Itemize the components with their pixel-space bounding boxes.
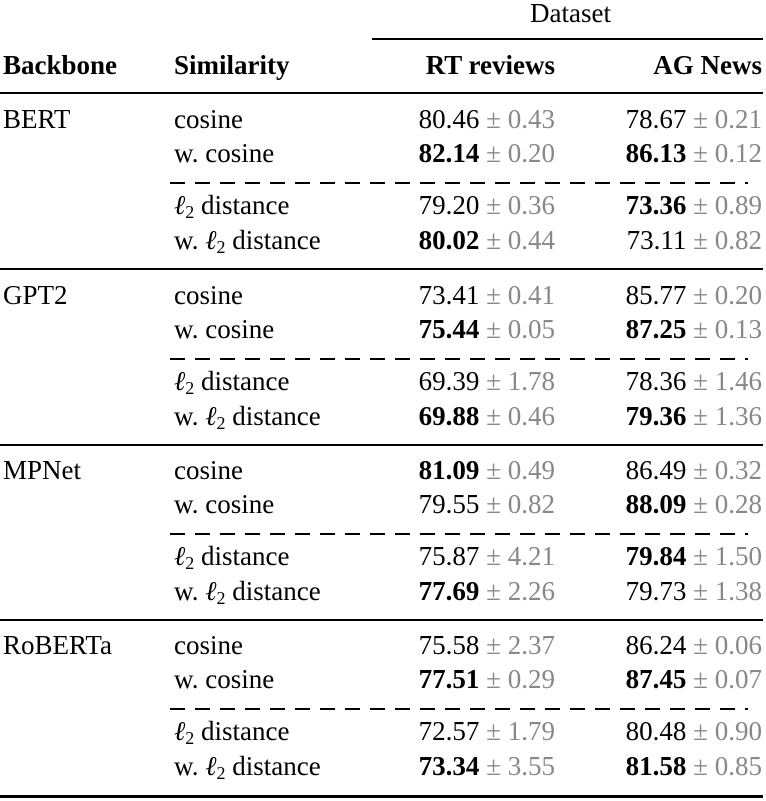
std-value: 0.13	[714, 314, 762, 344]
rt-reviews-cell	[419, 314, 555, 344]
plus-minus-symbol: ±	[693, 541, 708, 571]
dashed-separator	[170, 358, 748, 360]
rt-reviews-cell	[419, 630, 555, 660]
mean-value: 80.48	[625, 716, 687, 746]
rt-reviews-cell	[419, 716, 555, 746]
backbone-label: GPT2	[3, 280, 68, 310]
plus-minus-symbol: ±	[693, 225, 708, 255]
similarity-label: w. ℓ$_2$ distance	[174, 401, 321, 433]
std-value: 0.32	[714, 455, 762, 485]
std-value: 0.20	[507, 138, 555, 168]
std-value: 2.26	[507, 576, 555, 606]
plus-minus-symbol: ±	[486, 401, 501, 431]
subscript-2: 2	[216, 588, 226, 608]
backbone-label: BERT	[3, 104, 71, 134]
plus-minus-symbol: ±	[693, 190, 708, 220]
std-value: 0.90	[714, 716, 762, 746]
mean-value: 82.14	[418, 138, 480, 168]
subscript-2: 2	[185, 553, 195, 573]
col-header-similarity: Similarity	[174, 50, 290, 80]
ag-news-cell	[626, 664, 762, 694]
std-value: 1.50	[714, 541, 762, 571]
similarity-label: cosine	[174, 455, 243, 485]
std-value: 4.21	[507, 541, 555, 571]
rt-reviews-cell	[419, 401, 555, 431]
ag-news-cell	[627, 225, 762, 255]
plus-minus-symbol: ±	[693, 664, 708, 694]
subscript-2: 2	[185, 378, 195, 398]
group-separator-rule	[0, 444, 763, 446]
plus-minus-symbol: ±	[693, 630, 708, 660]
ag-news-cell	[626, 401, 762, 431]
subscript-2: 2	[216, 237, 226, 257]
similarity-label: w. cosine	[174, 314, 275, 344]
rt-reviews-cell	[419, 366, 555, 396]
plus-minus-symbol: ±	[693, 314, 708, 344]
ag-news-cell	[626, 190, 762, 220]
mean-value: 72.57	[418, 716, 480, 746]
similarity-label: ℓ$_2$ distance	[174, 541, 290, 573]
mean-value: 88.09	[625, 489, 687, 519]
group-separator-rule	[0, 268, 763, 270]
header-rule	[0, 92, 763, 94]
std-value: 0.29	[507, 664, 555, 694]
similarity-label: ℓ$_2$ distance	[174, 190, 290, 222]
dataset-group-rule	[372, 38, 763, 40]
rt-reviews-cell	[419, 190, 555, 220]
ag-news-cell	[626, 751, 762, 781]
plus-minus-symbol: ±	[486, 190, 501, 220]
mean-value: 73.11	[626, 225, 687, 255]
ell-symbol: ℓ	[174, 541, 186, 571]
mean-value: 87.45	[625, 664, 687, 694]
rt-reviews-cell	[419, 104, 555, 134]
std-value: 0.43	[507, 104, 555, 134]
similarity-label: w. cosine	[174, 489, 275, 519]
std-value: 2.37	[507, 630, 555, 660]
plus-minus-symbol: ±	[693, 751, 708, 781]
plus-minus-symbol: ±	[486, 576, 501, 606]
similarity-label: cosine	[174, 104, 243, 134]
similarity-label: w. ℓ$_2$ distance	[174, 225, 321, 257]
rt-reviews-cell	[419, 280, 555, 310]
rt-reviews-cell	[419, 664, 555, 694]
std-value: 1.36	[714, 401, 762, 431]
std-value: 0.46	[507, 401, 555, 431]
mean-value: 73.34	[418, 751, 480, 781]
ell-symbol: ℓ	[205, 576, 217, 606]
plus-minus-symbol: ±	[486, 280, 501, 310]
plus-minus-symbol: ±	[486, 664, 501, 694]
backbone-label: RoBERTa	[3, 630, 112, 660]
mean-value: 86.24	[625, 630, 687, 660]
mean-value: 87.25	[625, 314, 687, 344]
plus-minus-symbol: ±	[486, 541, 501, 571]
std-value: 0.82	[507, 489, 555, 519]
ag-news-cell	[626, 280, 762, 310]
backbone-label: MPNet	[3, 455, 82, 485]
plus-minus-symbol: ±	[486, 716, 501, 746]
plus-minus-symbol: ±	[693, 455, 708, 485]
rt-reviews-cell	[419, 576, 555, 606]
mean-value: 73.41	[418, 280, 480, 310]
mean-value: 80.02	[418, 225, 480, 255]
similarity-label: w. cosine	[174, 138, 275, 168]
similarity-label: w. ℓ$_2$ distance	[174, 751, 321, 783]
similarity-label: cosine	[174, 630, 243, 660]
col-header-backbone: Backbone	[3, 50, 118, 80]
similarity-label: ℓ$_2$ distance	[174, 716, 290, 748]
rt-reviews-cell	[419, 541, 555, 571]
ell-symbol: ℓ	[174, 366, 186, 396]
plus-minus-symbol: ±	[486, 104, 501, 134]
plus-minus-symbol: ±	[486, 366, 501, 396]
dashed-separator	[170, 708, 748, 710]
mean-value: 79.55	[418, 489, 480, 519]
ag-news-cell	[626, 138, 762, 168]
std-value: 1.38	[714, 576, 762, 606]
rt-reviews-cell	[419, 225, 555, 255]
std-value: 0.28	[714, 489, 762, 519]
plus-minus-symbol: ±	[693, 138, 708, 168]
ag-news-cell	[626, 104, 762, 134]
mean-value: 78.36	[625, 366, 687, 396]
ag-news-cell	[626, 576, 762, 606]
similarity-label: ℓ$_2$ distance	[174, 366, 290, 398]
std-value: 0.82	[714, 225, 762, 255]
subscript-2: 2	[216, 763, 226, 783]
std-value: 0.12	[714, 138, 762, 168]
mean-value: 77.51	[418, 664, 480, 694]
mean-value: 79.84	[625, 541, 687, 571]
bottom-rule	[0, 795, 763, 798]
subscript-2: 2	[185, 202, 195, 222]
plus-minus-symbol: ±	[486, 314, 501, 344]
rt-reviews-cell	[419, 138, 555, 168]
rt-reviews-cell	[419, 751, 555, 781]
subscript-2: 2	[216, 413, 226, 433]
ag-news-cell	[626, 366, 762, 396]
plus-minus-symbol: ±	[693, 401, 708, 431]
plus-minus-symbol: ±	[486, 751, 501, 781]
ag-news-cell	[626, 630, 762, 660]
std-value: 0.36	[507, 190, 555, 220]
similarity-label: w. ℓ$_2$ distance	[174, 576, 321, 608]
mean-value: 86.49	[625, 455, 687, 485]
ell-symbol: ℓ	[205, 401, 217, 431]
mean-value: 80.46	[418, 104, 480, 134]
col-header-rt-reviews: RT reviews	[425, 50, 555, 80]
std-value: 0.49	[507, 455, 555, 485]
std-value: 1.78	[507, 366, 555, 396]
mean-value: 69.88	[418, 401, 480, 431]
group-separator-rule	[0, 619, 763, 621]
mean-value: 77.69	[418, 576, 480, 606]
mean-value: 79.73	[625, 576, 687, 606]
std-value: 0.21	[714, 104, 762, 134]
std-value: 3.55	[507, 751, 555, 781]
std-value: 0.44	[507, 225, 555, 255]
std-value: 0.06	[714, 630, 762, 660]
std-value: 0.05	[507, 314, 555, 344]
dashed-separator	[170, 533, 748, 535]
mean-value: 85.77	[625, 280, 687, 310]
ell-symbol: ℓ	[205, 751, 217, 781]
rt-reviews-cell	[419, 455, 555, 485]
similarity-label: cosine	[174, 280, 243, 310]
ag-news-cell	[626, 455, 762, 485]
mean-value: 69.39	[418, 366, 480, 396]
plus-minus-symbol: ±	[486, 455, 501, 485]
plus-minus-symbol: ±	[693, 104, 708, 134]
dashed-separator	[170, 182, 748, 184]
std-value: 0.20	[714, 280, 762, 310]
ell-symbol: ℓ	[174, 190, 186, 220]
mean-value: 75.44	[418, 314, 480, 344]
dataset-group-header: Dataset	[530, 0, 611, 28]
std-value: 0.41	[507, 280, 555, 310]
plus-minus-symbol: ±	[693, 366, 708, 396]
ag-news-cell	[626, 489, 762, 519]
mean-value: 86.13	[625, 138, 687, 168]
ell-symbol: ℓ	[174, 716, 186, 746]
plus-minus-symbol: ±	[693, 280, 708, 310]
plus-minus-symbol: ±	[693, 489, 708, 519]
mean-value: 75.58	[418, 630, 480, 660]
plus-minus-symbol: ±	[486, 138, 501, 168]
mean-value: 81.58	[625, 751, 687, 781]
std-value: 0.85	[714, 751, 762, 781]
std-value: 0.89	[714, 190, 762, 220]
subscript-2: 2	[185, 728, 195, 748]
rt-reviews-cell	[419, 489, 555, 519]
plus-minus-symbol: ±	[693, 716, 708, 746]
ell-symbol: ℓ	[205, 225, 217, 255]
std-value: 1.79	[507, 716, 555, 746]
col-header-ag-news: AG News	[653, 50, 762, 80]
mean-value: 79.36	[625, 401, 687, 431]
ag-news-cell	[626, 314, 762, 344]
std-value: 0.07	[714, 664, 762, 694]
plus-minus-symbol: ±	[486, 225, 501, 255]
plus-minus-symbol: ±	[486, 489, 501, 519]
std-value: 1.46	[714, 366, 762, 396]
similarity-label: w. cosine	[174, 664, 275, 694]
ag-news-cell	[626, 541, 762, 571]
mean-value: 73.36	[625, 190, 687, 220]
mean-value: 75.87	[418, 541, 480, 571]
plus-minus-symbol: ±	[693, 576, 708, 606]
mean-value: 79.20	[418, 190, 480, 220]
mean-value: 81.09	[418, 455, 480, 485]
mean-value: 78.67	[625, 104, 687, 134]
ag-news-cell	[626, 716, 762, 746]
plus-minus-symbol: ±	[486, 630, 501, 660]
